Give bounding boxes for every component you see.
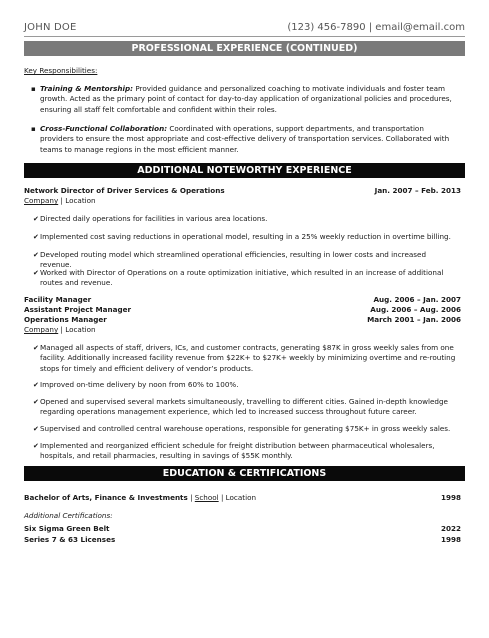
job-title: Facility Manager [24,295,92,304]
job-title: Network Director of Driver Services & Operations [24,186,225,195]
job-bullet: Worked with Director of Operations on a route optimization initiative, which resulted in an increase of additional routes and revenue. [40,268,444,288]
check-icon: ✔ [33,251,39,259]
bullet-icon: ▪ [31,85,36,93]
section-education: EDUCATION & CERTIFICATIONS [24,466,465,481]
section-additional-experience: ADDITIONAL NOTEWORTHY EXPERIENCE [24,163,465,178]
responsibility-item [40,124,458,155]
degree-separator: | [187,493,195,502]
certification-year: 1998 [440,535,461,544]
responsibilities-heading: Key Responsibilities: [24,66,98,75]
company-location: | Location [58,196,96,205]
job-bullet: Developed routing model which streamlined operational efficiencies, resulting in lower costs and increased revenue. [40,250,427,270]
responsibility-lead: Training & Mentorship: [40,84,134,93]
section-professional-continued: PROFESSIONAL EXPERIENCE (CONTINUED) [24,41,465,56]
school-name: School [194,493,219,502]
degree-year: 1998 [440,493,461,502]
job-company-line [24,325,96,335]
responsibility-lead: Cross-Functional Collaboration: [40,124,168,133]
check-icon: ✔ [33,425,39,433]
job-bullet: Supervised and controlled central warehouse operations, responsible for generating $75K+ in gross weekly sales. [40,424,451,433]
responsibility-item [40,84,458,115]
check-icon: ✔ [33,233,39,241]
school-location: | Location [218,493,257,502]
responsibility-text: Coordinated with operations, support departments, and transportation providers to ensure the most appropriate and cost-effective delivery of transportation services. Collaborated with teams to manage regions in the most efficient manner. [40,124,450,154]
job-bullet: Opened and supervised several markets simultaneously, travelling to different cities. Gained in-depth knowledge regarding operations management experience, which led to increased success throughout future career. [40,397,448,417]
degree-line [24,493,256,503]
job-bullet: Managed all aspects of staff, drivers, ICs, and customer contracts, generating $87K in gross weekly sales from one facility. Additionally increased facility revenue from $22K+ to $27K+ weekly by minimizing overtime and re-routing stops for timely and efficient delivery of vendor’s products. [40,343,456,373]
job-company-line [24,196,96,206]
check-icon: ✔ [33,398,39,406]
job-bullet: Directed daily operations for facilities in various area locations. [40,214,268,223]
check-icon: ✔ [33,381,39,389]
company-name: Company [24,196,59,205]
certification-name: Series 7 & 63 Licenses [24,535,116,544]
contact-info: (123) 456-7890 | email@email.com [287,22,465,33]
job-title: Operations Manager [24,315,107,324]
job-dates: Aug. 2006 – Aug. 2006 [370,305,461,314]
check-icon: ✔ [33,215,39,223]
check-icon: ✔ [33,269,39,277]
bullet-icon: ▪ [31,125,36,133]
job-bullet: Implemented cost saving reductions in operational model, resulting in a 25% weekly reduction in overtime billing. [40,232,451,241]
check-icon: ✔ [33,442,39,450]
job-title: Assistant Project Manager [24,305,132,314]
job-dates: Jan. 2007 – Feb. 2013 [374,186,461,195]
degree-name: Bachelor of Arts, Finance & Investments [24,493,188,502]
responsibility-text: Provided guidance and personalized coaching to motivate individuals and foster team growth. Acted as the primary point of contact for day-to-day application of organizational policies and procedures, ensuring all staff felt comfortable and confident within their roles. [40,84,452,114]
header-rule [24,36,465,37]
check-icon: ✔ [33,344,39,352]
job-bullet: Implemented and reorganized efficient schedule for freight distribution between pharmaceutical wholesalers, hospitals, and retail pharmacies, resulting in savings of $55K monthly. [40,441,435,461]
certification-name: Six Sigma Green Belt [24,524,110,533]
candidate-name: JOHN DOE [24,22,77,33]
certification-year: 2022 [440,524,461,533]
job-dates: March 2001 – Jan. 2006 [367,315,461,324]
certifications-heading: Additional Certifications: [24,511,113,520]
company-name: Company [24,325,59,334]
company-location: | Location [58,325,96,334]
job-bullet: Improved on-time delivery by noon from 60% to 100%. [40,380,239,389]
job-dates: Aug. 2006 – Jan. 2007 [373,295,461,304]
